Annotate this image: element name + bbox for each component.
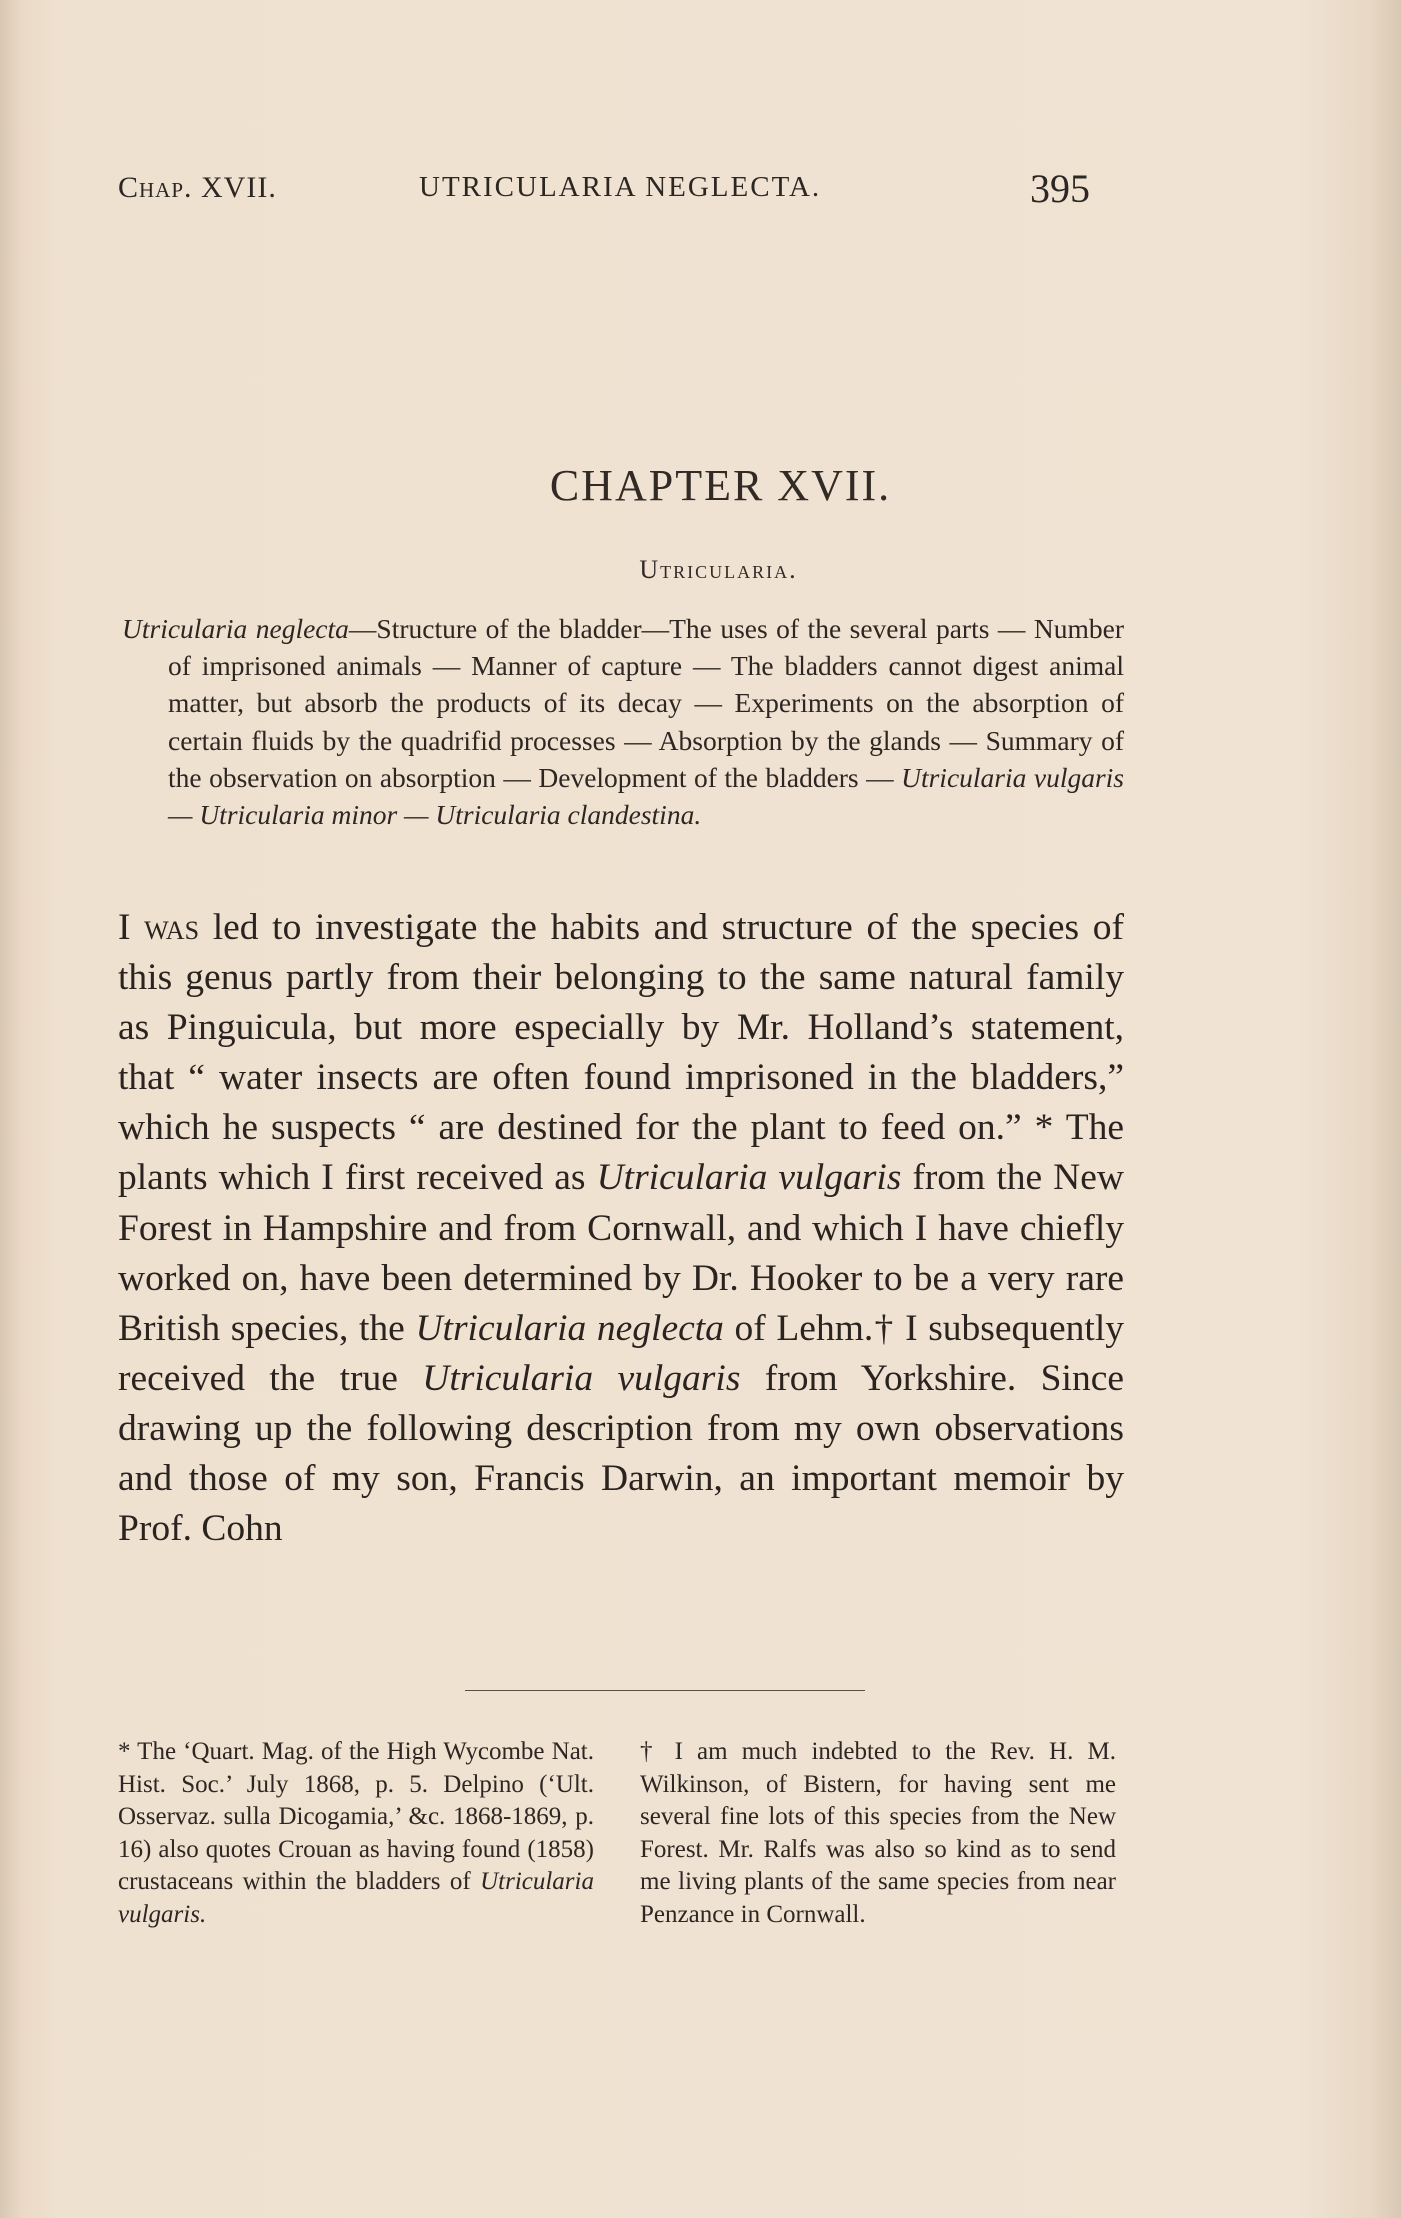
body-segment: from the New Forest in Hampshire and from Cornwall, and which I have chiefly worked on, have been determined by Dr. Hooker to be a very rare British species, the [118,1157,1124,1349]
opening-words: I was [118,907,200,948]
body-text [118,903,1124,1554]
chapter-summary [122,610,1124,833]
chapter-title: CHAPTER XVII. [549,461,892,510]
footnote-species-name: Utricularia vulgaris. [118,1868,594,1928]
species-name: Utricularia vulgaris [422,1357,741,1399]
footnote-dagger [640,1736,1116,1932]
body-segment: of Lehm.† I subsequently received the true [118,1307,1125,1399]
species-name: Utricularia neglecta [415,1307,724,1349]
body-segment: led to investigate the habits and structure of the species of this genus partly from their belonging to the same natural family as Pinguicula, but more especially by Mr. Holland’s statement, that “ water insects are often found imprisoned in the bladders,” which he suspects “ are destined for the plant to feed on.” * The plants which I first received as [118,907,1124,1199]
running-head [118,165,1118,215]
footnote-text: * The ‘Quart. Mag. of the High Wycombe Nat. Hist. Soc.’ July 1868, p. 5. Delpino (‘Ult. Osservaz. sulla Dicogamia,’ &c. 1868-1869, p. 16) also quotes Crouan as having found (1858) crustaceans within the bladders of [118,1738,594,1896]
page-number: 395 [1030,166,1090,211]
footnote-asterisk [118,1736,594,1932]
body-segment: from Yorkshire. Since drawing up the following description from my own observations and those of my son, Francis Darwin, an important memoir by Prof. Cohn [118,1357,1124,1550]
footnote-divider [465,1690,865,1691]
summary-paragraph [122,610,1124,833]
summary-species-name: Utricularia neglecta [122,613,349,644]
running-head-chapter: Chap. XVII. [118,171,277,204]
footnote-text: † I am much indebted to the Rev. H. M. Wilkinson, of Bistern, for having sent me several fine lots of this species from the New Forest. Mr. Ralfs was also so kind as to send me living plants of the same species from near Penzance in Cornwall. [640,1738,1116,1928]
running-head-title: UTRICULARIA NEGLECTA. [419,171,822,203]
chapter-subtitle: Utricularia. [639,555,798,584]
species-name: Utricularia vulgaris [596,1157,902,1199]
summary-topics: —Structure of the bladder—The uses of the several parts — Number of imprisoned animals — Manner of capture — The bladders cannot digest animal matter, but absorb the products of its decay — Experiments on the absorption of certain fluids by the quadrifid processes — Absorption by the glands — Summary of the observation on absorption — Development of the bladders — [168,613,1124,793]
footnotes [118,1736,1128,2016]
body-paragraph [118,903,1124,1554]
summary-species-list: Utricularia vulgaris — Utricularia minor — Utricularia clandestina. [168,761,1125,831]
